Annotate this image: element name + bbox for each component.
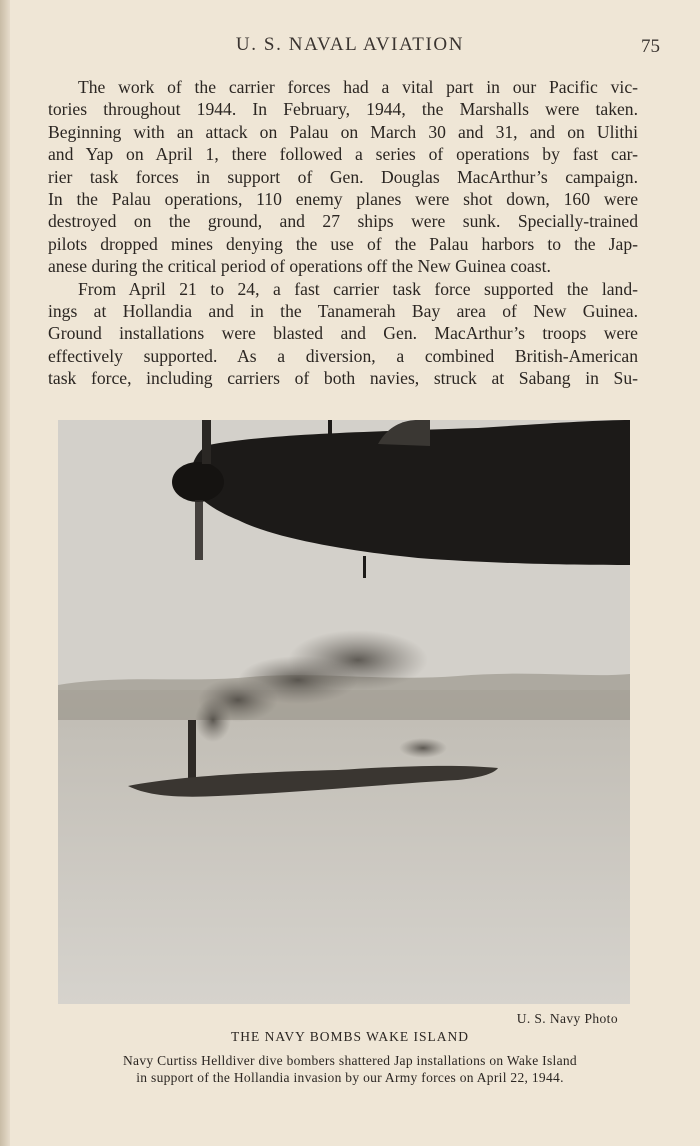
text-line: task force, including carriers of both navies, struck at Sabang in Su-	[48, 368, 638, 389]
caption-line: in support of the Hollandia invasion by our Army forces on April 22, 1944.	[136, 1070, 564, 1085]
photograph	[58, 420, 630, 1004]
text-line: effectively supported. As a diversion, a combined British-American	[48, 345, 638, 366]
caption-line: Navy Curtiss Helldiver dive bombers shattered Jap installations on Wake Island	[123, 1053, 577, 1068]
caption-text	[40, 1052, 660, 1086]
text-line: and Yap on April 1, there followed a series of operations by fast car-	[48, 144, 638, 165]
text-line: ings at Hollandia and in the Tanamerah Bay area of New Guinea.	[48, 301, 638, 322]
text-line: The work of the carrier forces had a vital part in our Pacific vic-	[78, 77, 638, 97]
page-binding-edge	[0, 0, 10, 1146]
text-line: Beginning with an attack on Palau on March 30 and 31, and on Ulithi	[48, 121, 638, 142]
page-number: 75	[641, 36, 660, 57]
body-text	[48, 76, 638, 390]
text-line: Ground installations were blasted and Gen. MacArthur’s troops were	[48, 323, 638, 344]
running-head	[40, 34, 660, 62]
text-line: In the Palau operations, 110 enemy planes were shot down, 160 were	[48, 189, 638, 210]
text-line: anese during the critical period of operations off the New Guinea coast.	[48, 256, 551, 277]
running-title: U. S. NAVAL AVIATION	[235, 34, 465, 55]
text-line: tories throughout 1944. In February, 1944, the Marshalls were taken.	[48, 99, 638, 120]
text-line: pilots dropped mines denying the use of the Palau harbors to the Jap-	[48, 233, 638, 254]
text-line: destroyed on the ground, and 27 ships were sunk. Specially-trained	[48, 211, 638, 232]
photo-illustration	[58, 420, 630, 1004]
photo-credit: U. S. Navy Photo	[516, 1011, 618, 1026]
text-line: rier task forces in support of Gen. Douglas MacArthur’s campaign.	[48, 166, 638, 187]
caption-title: THE NAVY BOMBS WAKE ISLAND	[230, 1029, 469, 1044]
text-line: From April 21 to 24, a fast carrier task force supported the land-	[78, 278, 638, 299]
